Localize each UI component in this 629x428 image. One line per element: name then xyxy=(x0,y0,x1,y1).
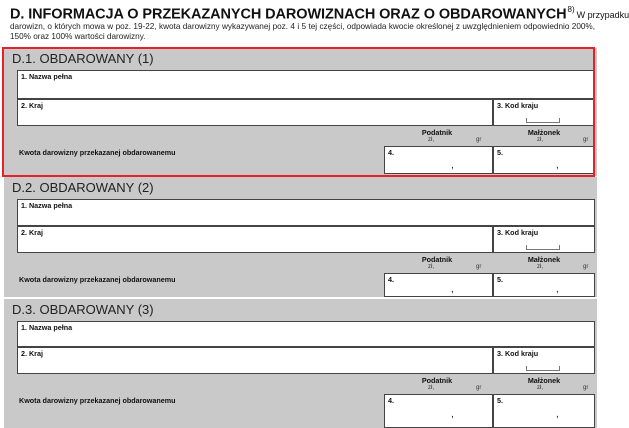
header-tail: W przypadku xyxy=(576,10,629,21)
amount-taxpayer-field[interactable] xyxy=(384,146,493,174)
field-4-label: 4. xyxy=(388,148,394,157)
unit-zl: zł, xyxy=(537,385,543,391)
taxpayer-header xyxy=(384,253,490,273)
amount-spouse-field[interactable] xyxy=(493,394,595,428)
country-field[interactable] xyxy=(17,99,493,126)
name-label: 1. Nazwa pełna xyxy=(21,72,73,81)
page-title: D. INFORMACJA O PRZEKAZANYCH DAROWIZNACH ORAZ O OBDAROWANYCH xyxy=(10,6,567,23)
section-title: D.1. OBDAROWANY (1) xyxy=(12,51,154,66)
decimal-comma: , xyxy=(556,284,559,295)
amount-spouse-field[interactable] xyxy=(493,146,595,174)
unit-zl: zł, xyxy=(537,264,543,270)
amount-taxpayer-field[interactable] xyxy=(384,394,493,428)
amount-label: Kwota darowizny przekazanej obdarowanemu xyxy=(19,396,176,405)
code-box-marks xyxy=(526,118,560,123)
header-line xyxy=(10,5,629,23)
unit-gr: gr xyxy=(583,137,589,143)
country-code-label: 3. Kod kraju xyxy=(497,228,539,237)
taxpayer-label: Podatnik xyxy=(421,128,453,137)
taxpayer-header xyxy=(384,374,490,394)
taxpayer-label: Podatnik xyxy=(421,376,453,385)
unit-zl: zł, xyxy=(537,137,543,143)
spouse-header xyxy=(493,374,595,394)
unit-gr: gr xyxy=(476,385,482,391)
amount-label: Kwota darowizny przekazanej obdarowanemu xyxy=(19,148,176,157)
decimal-comma: , xyxy=(556,409,559,420)
decimal-comma: , xyxy=(451,409,454,420)
unit-gr: gr xyxy=(583,385,589,391)
country-field[interactable] xyxy=(17,347,493,374)
field-4-label: 4. xyxy=(388,275,394,284)
spouse-label: Małżonek xyxy=(527,128,561,137)
unit-gr: gr xyxy=(583,264,589,270)
field-5-label: 5. xyxy=(497,275,503,284)
decimal-comma: , xyxy=(451,160,454,171)
country-code-field[interactable] xyxy=(493,99,595,126)
footnote-marker: 8) xyxy=(567,5,575,14)
field-5-label: 5. xyxy=(497,148,503,157)
code-box-marks xyxy=(526,366,560,371)
amount-spouse-field[interactable] xyxy=(493,273,595,297)
field-5-label: 5. xyxy=(497,396,503,405)
section-title: D.3. OBDAROWANY (3) xyxy=(12,302,154,317)
name-label: 1. Nazwa pełna xyxy=(21,323,73,332)
country-label: 2. Kraj xyxy=(21,349,43,358)
name-label: 1. Nazwa pełna xyxy=(21,201,73,210)
name-field[interactable] xyxy=(17,199,595,226)
section-title: D.2. OBDAROWANY (2) xyxy=(12,180,154,195)
country-label: 2. Kraj xyxy=(21,228,43,237)
unit-zl: zł, xyxy=(428,385,434,391)
spouse-header xyxy=(493,253,595,273)
decimal-comma: , xyxy=(451,284,454,295)
spouse-label: Małżonek xyxy=(527,255,561,264)
spouse-header xyxy=(493,126,595,146)
unit-gr: gr xyxy=(476,264,482,270)
country-code-label: 3. Kod kraju xyxy=(497,101,539,110)
amount-label: Kwota darowizny przekazanej obdarowanemu xyxy=(19,275,176,284)
field-4-label: 4. xyxy=(388,396,394,405)
country-code-label: 3. Kod kraju xyxy=(497,349,539,358)
name-field[interactable] xyxy=(17,70,595,99)
country-code-field[interactable] xyxy=(493,347,595,374)
amount-taxpayer-field[interactable] xyxy=(384,273,493,297)
section-d3 xyxy=(4,299,597,428)
decimal-comma: , xyxy=(556,160,559,171)
unit-zl: zł, xyxy=(428,137,434,143)
unit-zl: zł, xyxy=(428,264,434,270)
name-field[interactable] xyxy=(17,321,595,347)
taxpayer-label: Podatnik xyxy=(421,255,453,264)
unit-gr: gr xyxy=(476,137,482,143)
section-header xyxy=(0,0,629,48)
spouse-label: Małżonek xyxy=(527,376,561,385)
country-label: 2. Kraj xyxy=(21,101,43,110)
header-description: darowizn, o których mowa w poz. 19-22, kwota darowizny wykazywanej poz. 4 i 5 tej części, odpowiada kwocie określonej z uwzględnieniem odpowiednio 200%, 150% oraz 100% wartości darowizny. xyxy=(10,22,595,41)
code-box-marks xyxy=(526,245,560,250)
section-d2 xyxy=(4,177,597,297)
country-field[interactable] xyxy=(17,226,493,253)
country-code-field[interactable] xyxy=(493,226,595,253)
taxpayer-header xyxy=(384,126,490,146)
section-d1 xyxy=(4,48,597,176)
